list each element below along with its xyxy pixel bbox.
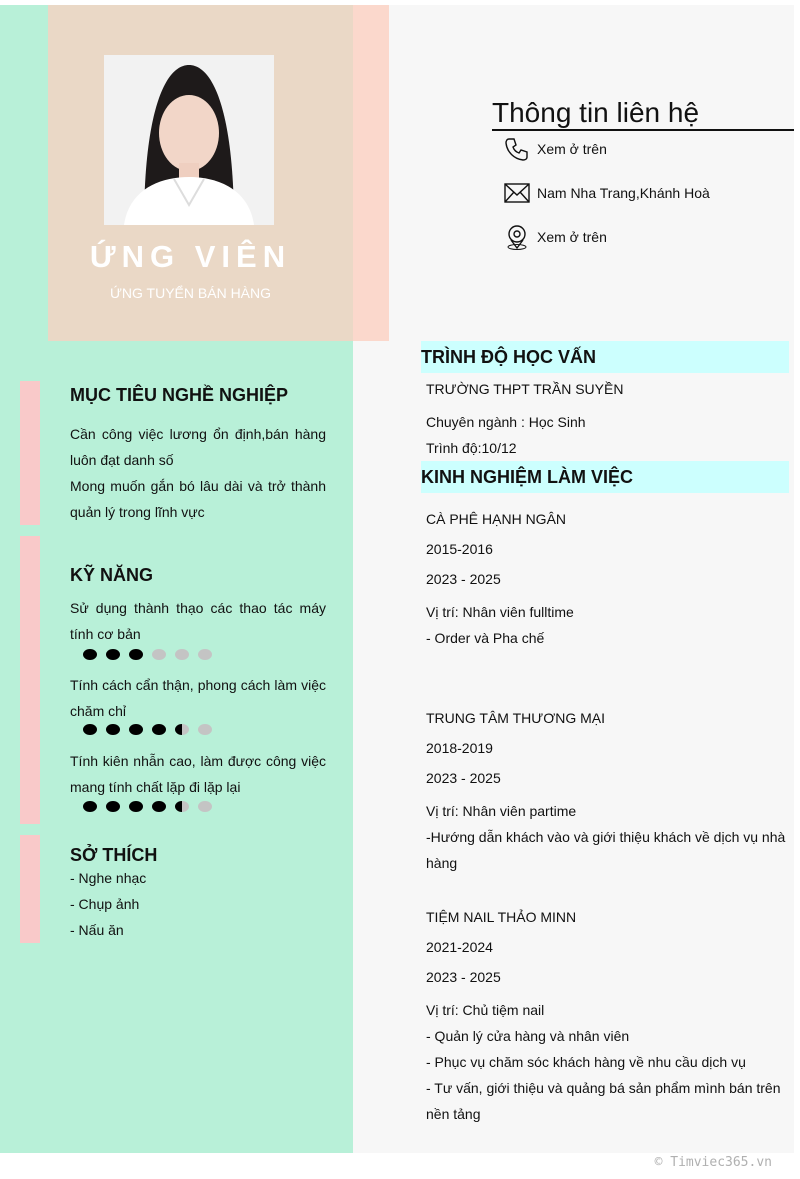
candidate-position: ỨNG TUYỂN BÁN HÀNG — [109, 285, 272, 301]
hobby-item: - Chụp ảnh — [70, 896, 140, 912]
job-role: Vị trí: Chủ tiệm nail — [426, 1002, 545, 1018]
phone-icon — [503, 135, 531, 163]
rating-dot — [175, 801, 189, 812]
skill-rating-2 — [83, 724, 212, 735]
rating-dot — [129, 801, 143, 812]
rating-dot — [106, 649, 120, 660]
objective-line-1: Cần công việc lương ổn định,bán hàng luôn đạt danh số — [70, 426, 326, 468]
objective-line-2: Mong muốn gắn bó lâu dài và trở thành quản lý trong lĩnh vực — [70, 478, 326, 520]
skill-label-3: Tính kiên nhẫn cao, làm được công việc mang tính chất lặp đi lặp lại — [70, 753, 326, 795]
envelope-icon — [503, 179, 531, 207]
rating-dot — [106, 801, 120, 812]
contact-phone — [503, 135, 607, 163]
job-company: TRUNG TÂM THƯƠNG MẠI — [426, 710, 605, 726]
header-accent-strip — [353, 5, 389, 341]
job-period: 2015-2016 — [426, 541, 493, 557]
skill-label-1: Sử dụng thành thạo các thao tác máy tính cơ bản — [70, 600, 326, 642]
job-company: TIỆM NAIL THẢO MINN — [426, 909, 577, 925]
hobbies-accent-bar — [20, 835, 40, 943]
skill-label-2: Tính cách cẩn thận, phong cách làm việc chăm chỉ — [70, 677, 326, 719]
skills-title: KỸ NĂNG — [70, 565, 154, 585]
education-major: Chuyên ngành : Học Sinh — [426, 414, 586, 430]
contact-divider — [492, 129, 794, 131]
job-duty: - Tư vấn, giới thiệu và quảng bá sản phẩm mình bán trên nền tảng — [426, 1080, 781, 1122]
hobbies-title: SỞ THÍCH — [70, 845, 158, 865]
rating-dot — [129, 724, 143, 735]
watermark: © Timviec365.vn — [654, 1155, 772, 1170]
contact-title: Thông tin liên hệ — [492, 97, 700, 128]
contact-phone-text: Xem ở trên — [537, 141, 607, 157]
rating-dot — [198, 724, 212, 735]
objective-title: MỤC TIÊU NGHỀ NGHIỆP — [70, 385, 289, 405]
location-icon — [503, 223, 531, 251]
experience-title: KINH NGHIỆM LÀM VIỆC — [421, 461, 789, 493]
job-period: 2023 - 2025 — [426, 571, 501, 587]
contact-address — [503, 179, 710, 207]
job-period: 2023 - 2025 — [426, 770, 501, 786]
rating-dot — [83, 724, 97, 735]
candidate-name: ỨNG VIÊN — [89, 239, 292, 274]
rating-dot — [175, 724, 189, 735]
objective-accent-bar — [20, 381, 40, 525]
rating-dot — [152, 649, 166, 660]
skill-rating-3 — [83, 801, 212, 812]
job-role: Vị trí: Nhân viên partime — [426, 803, 577, 819]
education-school: TRƯỜNG THPT TRẦN SUYỀN — [426, 381, 624, 397]
contact-email-text: Xem ở trên — [537, 229, 607, 245]
job-company: CÀ PHÊ HẠNH NGÂN — [426, 511, 567, 527]
job-role: Vị trí: Nhân viên fulltime — [426, 604, 574, 620]
job-period: 2023 - 2025 — [426, 969, 501, 985]
hobby-item: - Nghe nhạc — [70, 870, 147, 886]
rating-dot — [152, 724, 166, 735]
rating-dot — [198, 801, 212, 812]
job-period: 2018-2019 — [426, 740, 493, 756]
contact-email — [503, 223, 607, 251]
rating-dot — [198, 649, 212, 660]
contact-address-text: Nam Nha Trang,Khánh Hoà — [537, 185, 710, 201]
avatar-photo — [104, 55, 274, 225]
rating-dot — [175, 649, 189, 660]
education-level: Trình độ:10/12 — [426, 440, 517, 456]
rating-dot — [152, 801, 166, 812]
education-title: TRÌNH ĐỘ HỌC VẤN — [421, 341, 789, 373]
cv-page — [0, 5, 794, 1153]
rating-dot — [83, 801, 97, 812]
job-duty: -Hướng dẫn khách vào và giới thiệu khách về dịch vụ nhà hàng — [426, 829, 786, 871]
skill-rating-1 — [83, 649, 212, 660]
hobby-item: - Nấu ăn — [70, 922, 124, 938]
skills-accent-bar — [20, 536, 40, 824]
job-duty: - Quản lý cửa hàng và nhân viên — [426, 1028, 630, 1044]
job-duty: - Phục vụ chăm sóc khách hàng về nhu cầu dịch vụ — [426, 1054, 746, 1070]
rating-dot — [83, 649, 97, 660]
job-duty: - Order và Pha chế — [426, 630, 545, 646]
job-period: 2021-2024 — [426, 939, 493, 955]
rating-dot — [106, 724, 120, 735]
rating-dot — [129, 649, 143, 660]
